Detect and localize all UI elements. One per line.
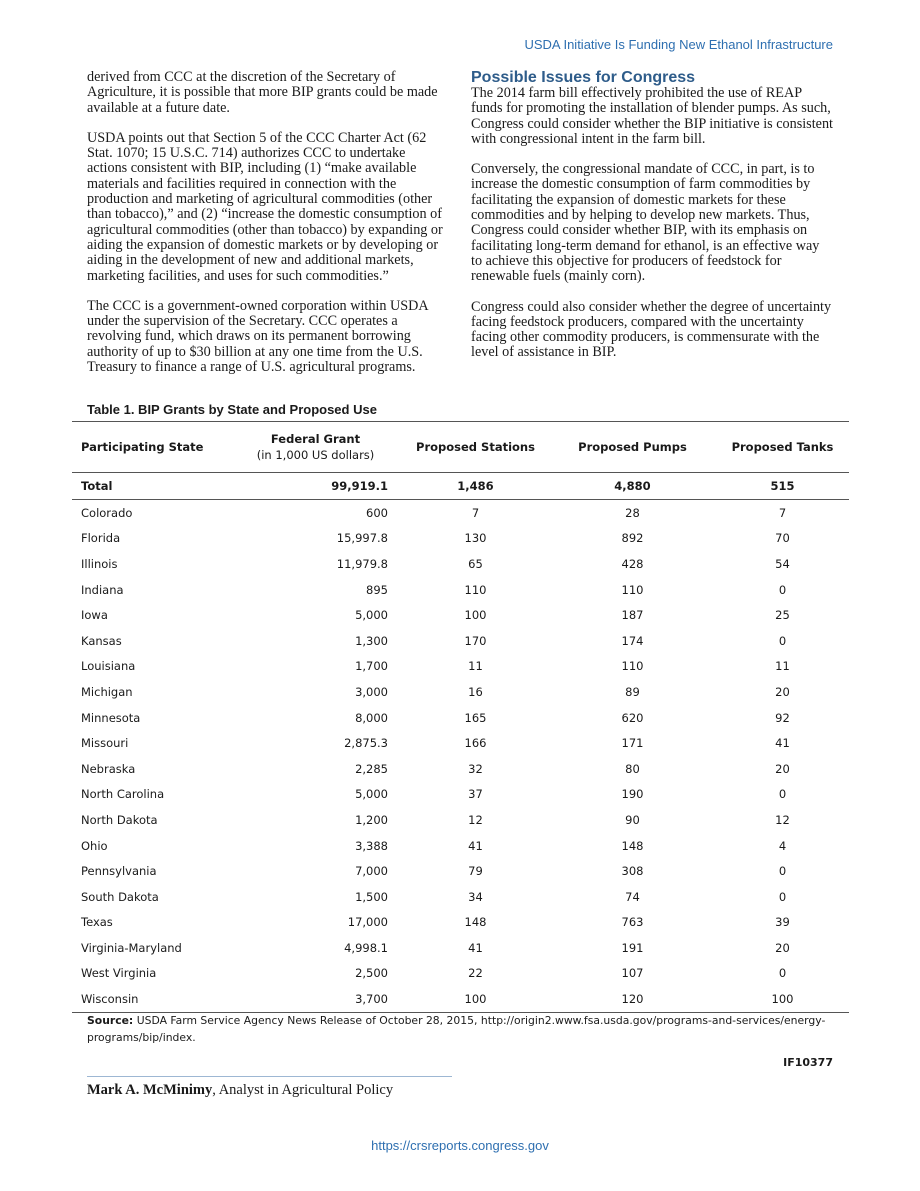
cell-state: North Dakota bbox=[81, 812, 158, 827]
cell-stations: 16 bbox=[468, 684, 483, 699]
table-row bbox=[72, 935, 849, 961]
cell-pumps: 107 bbox=[621, 966, 644, 981]
table-row bbox=[72, 500, 849, 526]
right-column bbox=[471, 70, 833, 376]
cell-grant: 3,000 bbox=[355, 684, 388, 699]
cell-tanks: 20 bbox=[775, 940, 790, 955]
cell-stations: 65 bbox=[468, 556, 483, 571]
cell-grant: 15,997.8 bbox=[336, 531, 388, 546]
cell-tanks: 25 bbox=[775, 608, 790, 623]
cell-state: Florida bbox=[81, 531, 121, 546]
cell-tanks: 70 bbox=[775, 531, 790, 546]
table-title: Table 1. BIP Grants by State and Proposed Use bbox=[87, 402, 377, 417]
cell-grant: 3,700 bbox=[242, 986, 402, 1012]
total-grant: 99,919.1 bbox=[242, 473, 402, 500]
cell-tanks: 20 bbox=[775, 684, 790, 699]
cell-pumps: 90 bbox=[625, 812, 640, 827]
cell-tanks: 0 bbox=[778, 633, 787, 648]
left-paragraph-2: USDA points out that Section 5 of the CCC Charter Act (62 Stat. 1070; 15 U.S.C. 714) authorizes CCC to undertake actions consistent with BIP, including (1) “make available materials and facilities required in connection with the production and marketing of agricultural commodities (other than tobacco),” and (2) “increase the domestic consumption of agricultural commodities (other than tobacco) by expanding or aiding the expansion of domestic markets or by developing or aiding in the development of new and additional markets, marketing facilities, and uses for such commodities.” bbox=[87, 129, 443, 284]
cell-grant: 3,388 bbox=[355, 838, 388, 853]
left-paragraph-3: The CCC is a government-owned corporation within USDA under the supervision of the Secretary. CCC operates a revolving fund, which draws on its permanent borrowing authority of up to $30 billion at any one time from the U.S. Treasury to finance a range of U.S. agricultural programs. bbox=[87, 297, 428, 376]
cell-tanks: 20 bbox=[775, 761, 790, 776]
cell-tanks: 7 bbox=[778, 505, 787, 520]
table-row bbox=[72, 551, 849, 577]
cell-state: Pennsylvania bbox=[81, 864, 157, 879]
cell-pumps: 620 bbox=[621, 710, 644, 725]
cell-tanks: 11 bbox=[775, 659, 790, 674]
cell-grant: 1,500 bbox=[355, 889, 388, 904]
author-name: Mark A. McMinimy bbox=[87, 1082, 213, 1098]
left-paragraph-1: derived from CCC at the discretion of the Secretary of Agriculture, it is possible that more BIP grants could be made available at a future date. bbox=[87, 69, 438, 116]
table-row bbox=[72, 986, 849, 1012]
table-row bbox=[72, 782, 849, 808]
author-title: , Analyst in Agricultural Policy bbox=[212, 1082, 394, 1098]
cell-tanks: 0 bbox=[778, 864, 787, 879]
total-stations: 1,486 bbox=[402, 473, 549, 500]
cell-tanks: 0 bbox=[778, 787, 787, 802]
cell-state: Ohio bbox=[81, 838, 108, 853]
cell-state: Minnesota bbox=[81, 710, 141, 725]
cell-stations: 165 bbox=[464, 710, 487, 725]
cell-grant: 7,000 bbox=[355, 864, 388, 879]
cell-state: Texas bbox=[81, 915, 113, 930]
table-row bbox=[72, 961, 849, 987]
header-grant-unit: (in 1,000 US dollars) bbox=[256, 448, 375, 462]
cell-pumps: 190 bbox=[621, 787, 644, 802]
cell-grant: 600 bbox=[366, 505, 388, 520]
left-column bbox=[87, 70, 449, 390]
table-row bbox=[72, 833, 849, 859]
table-row bbox=[72, 602, 849, 628]
cell-pumps: 308 bbox=[621, 864, 644, 879]
cell-grant: 1,200 bbox=[355, 812, 388, 827]
right-paragraph-3: Congress could also consider whether the degree of uncertainty facing feedstock producers, compared with the uncertainty facing other commodity producers, is commensurate with the level of assistance in BIP. bbox=[471, 298, 832, 361]
cell-tanks: 92 bbox=[775, 710, 790, 725]
cell-pumps: 148 bbox=[621, 838, 644, 853]
cell-stations: 37 bbox=[468, 787, 483, 802]
table-source-note bbox=[87, 1012, 827, 1046]
table-row bbox=[72, 654, 849, 680]
table-row bbox=[72, 807, 849, 833]
cell-pumps: 110 bbox=[621, 582, 644, 597]
table-header-row bbox=[72, 422, 849, 473]
cell-stations: 148 bbox=[464, 915, 487, 930]
cell-pumps: 120 bbox=[549, 986, 716, 1012]
cell-tanks: 4 bbox=[778, 838, 787, 853]
cell-tanks: 100 bbox=[716, 986, 849, 1012]
cell-stations: 7 bbox=[471, 505, 480, 520]
cell-pumps: 80 bbox=[625, 761, 640, 776]
cell-pumps: 110 bbox=[621, 659, 644, 674]
cell-pumps: 74 bbox=[625, 889, 640, 904]
table-row bbox=[72, 756, 849, 782]
cell-tanks: 54 bbox=[775, 556, 790, 571]
cell-stations: 100 bbox=[402, 986, 549, 1012]
cell-state: Michigan bbox=[81, 684, 133, 699]
cell-state: South Dakota bbox=[81, 889, 159, 904]
cell-grant: 5,000 bbox=[355, 787, 388, 802]
table-row bbox=[72, 679, 849, 705]
cell-state: Virginia-Maryland bbox=[81, 940, 182, 955]
cell-stations: 34 bbox=[468, 889, 483, 904]
cell-state: Iowa bbox=[81, 608, 108, 623]
cell-state: Louisiana bbox=[81, 659, 136, 674]
cell-tanks: 0 bbox=[778, 966, 787, 981]
cell-pumps: 428 bbox=[621, 556, 644, 571]
cell-pumps: 191 bbox=[621, 940, 644, 955]
source-label: Source: bbox=[87, 1014, 134, 1027]
cell-stations: 79 bbox=[468, 864, 483, 879]
table-row bbox=[72, 705, 849, 731]
cell-stations: 110 bbox=[464, 582, 487, 597]
cell-pumps: 174 bbox=[621, 633, 644, 648]
cell-tanks: 0 bbox=[778, 582, 787, 597]
section-heading: Possible Issues for Congress bbox=[471, 69, 696, 86]
source-text: USDA Farm Service Agency News Release of October 28, 2015, http://origin2.www.fsa.usda.gov/programs-and-services/energy-programs/bip/index. bbox=[87, 1014, 826, 1044]
cell-pumps: 171 bbox=[621, 736, 644, 751]
header-tanks: Proposed Tanks bbox=[716, 422, 849, 473]
cell-stations: 11 bbox=[468, 659, 483, 674]
total-row bbox=[72, 473, 849, 500]
cell-tanks: 41 bbox=[775, 736, 790, 751]
author-line bbox=[87, 1082, 393, 1099]
cell-state: Illinois bbox=[81, 556, 118, 571]
cell-stations: 130 bbox=[464, 531, 487, 546]
cell-grant: 1,300 bbox=[355, 633, 388, 648]
bip-grants-table bbox=[72, 421, 849, 1013]
cell-grant: 8,000 bbox=[355, 710, 388, 725]
document-id: IF10377 bbox=[783, 1056, 833, 1069]
cell-stations: 12 bbox=[468, 812, 483, 827]
cell-grant: 17,000 bbox=[347, 915, 388, 930]
cell-grant: 2,500 bbox=[355, 966, 388, 981]
cell-state: Kansas bbox=[81, 633, 122, 648]
cell-grant: 5,000 bbox=[355, 608, 388, 623]
cell-tanks: 0 bbox=[778, 889, 787, 904]
table-row bbox=[72, 884, 849, 910]
table-row bbox=[72, 730, 849, 756]
table-row bbox=[72, 858, 849, 884]
cell-pumps: 892 bbox=[621, 531, 644, 546]
header-grant-label: Federal Grant bbox=[270, 432, 361, 446]
header-grant bbox=[242, 422, 402, 473]
total-pumps: 4,880 bbox=[549, 473, 716, 500]
cell-stations: 22 bbox=[468, 966, 483, 981]
cell-grant: 2,285 bbox=[355, 761, 388, 776]
table-row bbox=[72, 526, 849, 552]
cell-stations: 32 bbox=[468, 761, 483, 776]
cell-state: North Carolina bbox=[81, 787, 165, 802]
cell-pumps: 28 bbox=[625, 505, 640, 520]
total-tanks: 515 bbox=[716, 473, 849, 500]
right-paragraph-1: The 2014 farm bill effectively prohibited the use of REAP funds for promoting the installation of blender pumps. As such, Congress could consider whether the BIP initiative is consistent with congressional intent in the farm bill. bbox=[471, 85, 833, 147]
right-paragraph-2: Conversely, the congressional mandate of CCC, in part, is to increase the domestic consumption of farm commodities by facilitating the expansion of domestic markets for these commodities and by helping to develop new markets. Thus, Congress could consider whether BIP, with its emphasis on facilitating long-term demand for ethanol, is an effective way to achieve this objective for producers of feedstock for renewable fuels (mainly corn). bbox=[471, 161, 820, 285]
header-stations: Proposed Stations bbox=[402, 422, 549, 473]
cell-state: Indiana bbox=[81, 582, 124, 597]
cell-grant: 11,979.8 bbox=[336, 556, 388, 571]
cell-stations: 100 bbox=[464, 608, 487, 623]
cell-grant: 895 bbox=[366, 582, 388, 597]
cell-state: Colorado bbox=[81, 505, 133, 520]
cell-state: Nebraska bbox=[81, 761, 136, 776]
cell-stations: 166 bbox=[464, 736, 487, 751]
running-header-title: USDA Initiative Is Funding New Ethanol Infrastructure bbox=[524, 37, 833, 52]
table-row bbox=[72, 628, 849, 654]
cell-state: West Virginia bbox=[81, 966, 157, 981]
table-row bbox=[72, 910, 849, 936]
cell-state: Wisconsin bbox=[72, 986, 242, 1012]
cell-tanks: 39 bbox=[775, 915, 790, 930]
footer-link[interactable]: https://crsreports.congress.gov bbox=[371, 1138, 549, 1153]
cell-state: Missouri bbox=[81, 736, 129, 751]
header-state: Participating State bbox=[72, 422, 242, 473]
cell-stations: 170 bbox=[464, 633, 487, 648]
cell-pumps: 89 bbox=[625, 684, 640, 699]
author-divider bbox=[87, 1076, 452, 1077]
cell-grant: 2,875.3 bbox=[344, 736, 388, 751]
cell-grant: 1,700 bbox=[355, 659, 388, 674]
cell-stations: 41 bbox=[468, 838, 483, 853]
cell-pumps: 763 bbox=[621, 915, 644, 930]
cell-pumps: 187 bbox=[621, 608, 644, 623]
header-pumps: Proposed Pumps bbox=[549, 422, 716, 473]
table-row bbox=[72, 577, 849, 603]
cell-stations: 41 bbox=[468, 940, 483, 955]
total-label: Total bbox=[72, 473, 242, 500]
cell-tanks: 12 bbox=[775, 812, 790, 827]
cell-grant: 4,998.1 bbox=[344, 940, 388, 955]
